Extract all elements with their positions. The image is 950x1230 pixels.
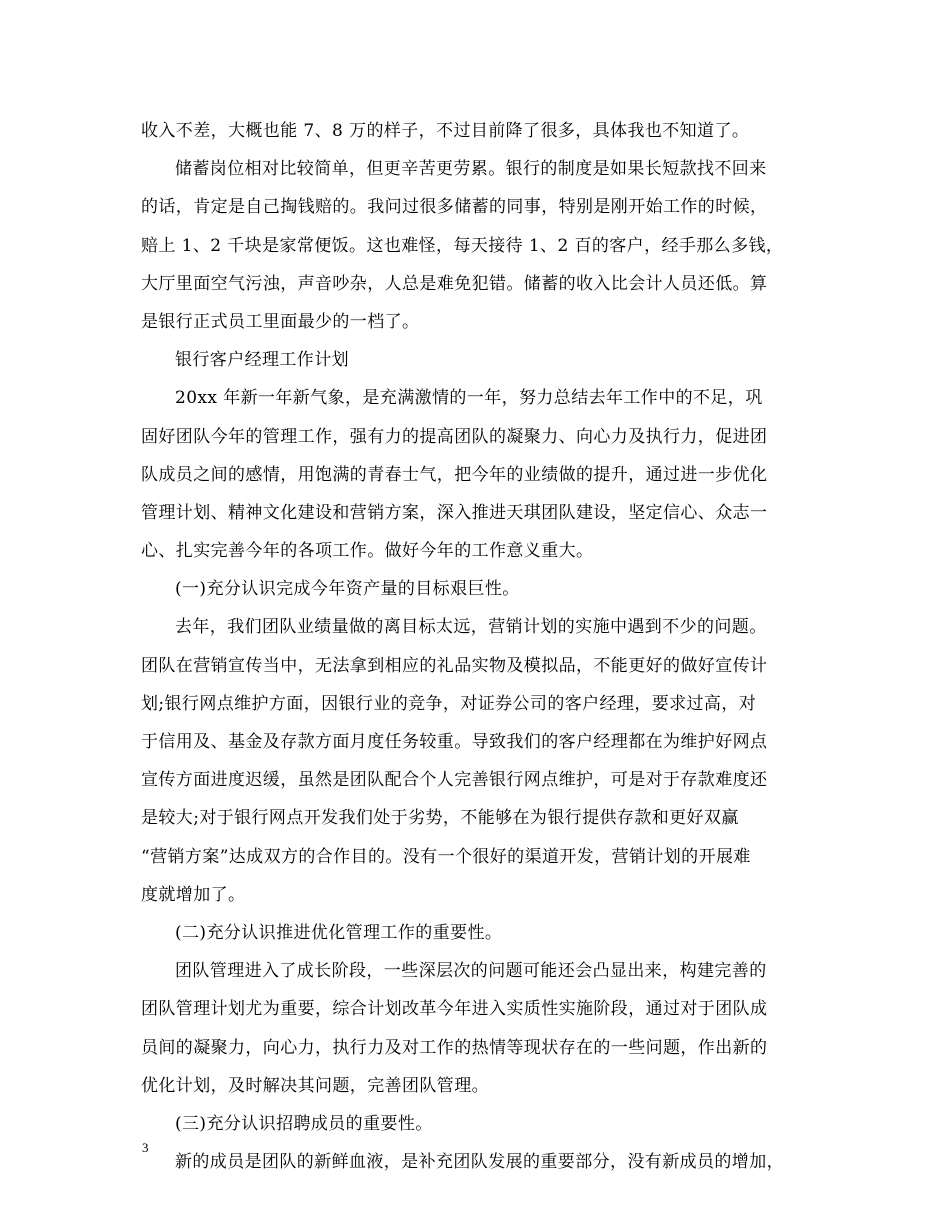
- text-line: 管理计划、精神文化建设和营销方案，深入推进天琪团队建设，坚定信心、众志一: [141, 502, 768, 523]
- page-number: 3: [142, 1140, 149, 1155]
- text-line: 心、扎实完善今年的各项工作。做好今年的工作意义重大。: [141, 541, 594, 562]
- text-line: 是银行正式员工里面最少的一档了。: [141, 311, 420, 332]
- text-line: 员间的凝聚力，向心力，执行力及对工作的热情等现状存在的一些问题，作出新的: [141, 1037, 768, 1058]
- text-line: (一)充分认识完成今年资产量的目标艰巨性。: [175, 579, 520, 600]
- text-line: 赔上 1、2 千块是家常便饭。这也难怪，每天接待 1、2 百的客户，经手那么多钱，: [141, 235, 784, 256]
- text-line: 的话，肯定是自己掏钱赔的。我问过很多储蓄的同事，特别是刚开始工作的时候，: [141, 197, 768, 218]
- text-line: (三)充分认识招聘成员的重要性。: [175, 1113, 433, 1134]
- text-line: 20xx 年新一年新气象，是充满激情的一年，努力总结去年工作中的不足，巩: [175, 388, 763, 409]
- text-line: 划;银行网点维护方面，因银行业的竞争，对证券公司的客户经理，要求过高，对: [141, 693, 757, 714]
- text-line: 宣传方面进度迟缓，虽然是团队配合个人完善银行网点维护，可是对于存款难度还: [141, 770, 768, 791]
- text-line: 于信用及、基金及存款方面月度任务较重。导致我们的客户经理都在为维护好网点: [141, 732, 768, 752]
- text-line: 储蓄岗位相对比较简单，但更辛苦更劳累。银行的制度是如果长短款找不回来: [175, 159, 767, 180]
- text-line: 新的成员是团队的新鲜血液，是补充团队发展的重要部分，没有新成员的增加，: [175, 1152, 784, 1173]
- body-text: [141, 112, 821, 1181]
- text-line: 去年，我们团队业绩量做的离目标太远，营销计划的实施中遇到不少的问题。: [175, 617, 767, 638]
- text-line: 度就增加了。: [141, 884, 246, 905]
- text-line: 银行客户经理工作计划: [175, 350, 349, 371]
- text-line: 团队在营销宣传当中，无法拿到相应的礼品实物及模拟品，不能更好的做好宣传计: [141, 655, 768, 676]
- text-line: 优化计划，及时解决其问题，完善团队管理。: [141, 1075, 489, 1096]
- text-line: 是较大;对于银行网点开发我们处于劣势，不能够在为银行提供存款和更好双赢: [141, 808, 739, 829]
- text-line: 队成员之间的感情，用饱满的青春士气，把今年的业绩做的提升，通过进一步优化: [141, 464, 768, 485]
- text-line: 团队管理进入了成长阶段，一些深层次的问题可能还会凸显出来，构建完善的: [175, 961, 767, 982]
- text-line: (二)充分认识推进优化管理工作的重要性。: [175, 922, 503, 943]
- text-line: 固好团队今年的管理工作，强有力的提高团队的凝聚力、向心力及执行力，促进团: [141, 426, 768, 447]
- text-line: 团队管理计划尤为重要，综合计划改革今年进入实质性实施阶段，通过对于团队成: [141, 999, 768, 1020]
- text-line: “营销方案”达成双方的合作目的。没有一个很好的渠道开发，营销计划的开展难: [141, 846, 751, 867]
- text-line: 大厅里面空气污浊，声音吵杂，人总是难免犯错。储蓄的收入比会计人员还低。算: [141, 273, 768, 294]
- text-line: 收入不差，大概也能 7、8 万的样子，不过目前降了很多，具体我也不知道了。: [141, 121, 750, 141]
